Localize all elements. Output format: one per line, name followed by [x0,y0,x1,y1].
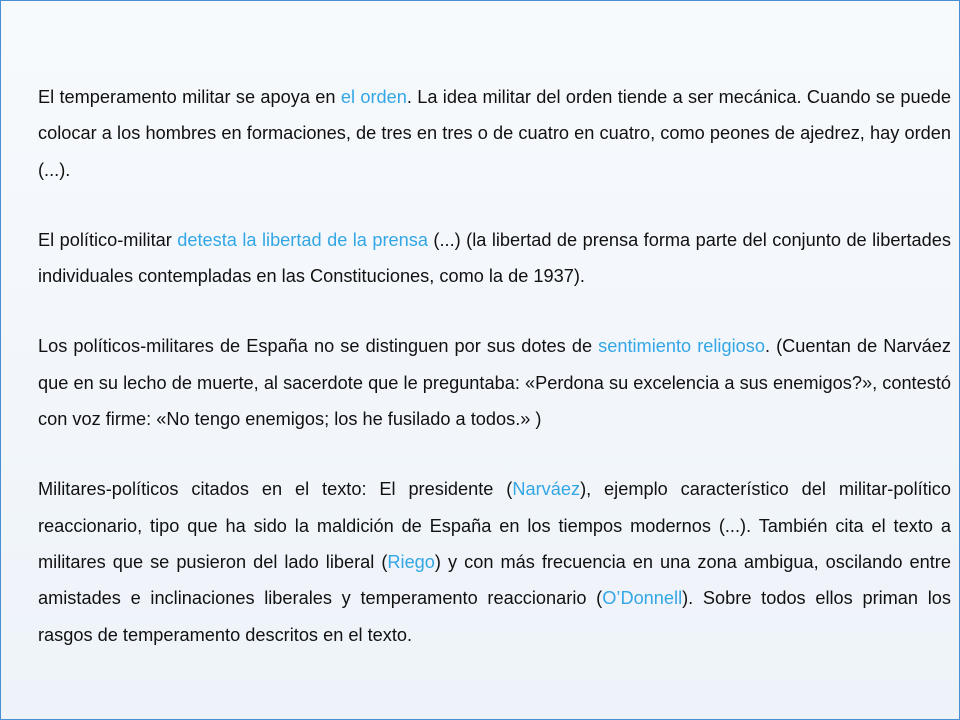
text-segment: (...) (la libertad de prensa forma parte del conjunto de libertades individuales contempladas en las Constituciones, como la de 1937). [38,229,951,287]
text-segment: ) y con más frecuencia en una zona ambigua, oscilando entre amistades e inclinaciones liberales y temperamento reaccionario ( [38,551,951,609]
text-segment: Los políticos-militares de España no se distinguen por sus dotes de [38,336,599,357]
paragraph-orden [38,79,951,188]
text-segment: ), ejemplo característico del militar-político reaccionario, tipo que ha sido la maldición de España en los tiempos modernos (...). También cita el texto a militares que se pusieron del lado liberal ( [38,479,951,572]
text-segment: Militares-políticos citados en el texto: El presidente ( [38,479,513,500]
text-segment: ). Sobre todos ellos priman los rasgos de temperamento descritos en el texto. [38,588,951,645]
highlight-el-orden: el orden [340,87,407,107]
text-segment: El temperamento militar se apoya en [38,87,341,107]
paragraph-libertad-prensa [38,222,951,295]
text-body [38,79,951,653]
highlight-libertad-prensa: detesta la libertad de la prensa [177,229,428,250]
highlight-odonnell: O’Donnell [602,588,683,609]
text-segment: . La idea militar del orden tiende a ser mecánica. Cuando se puede colocar a los hombres en formaciones, de tres en tres o de cuatro en cuatro, como peones de ajedrez, hay orden (...). [38,87,951,180]
highlight-sentimiento-religioso: sentimiento religioso [598,336,765,357]
paragraph-sentimiento-religioso [38,328,951,437]
highlight-riego: Riego [387,551,435,572]
highlight-narvaez: Narváez [512,479,581,500]
paragraph-militares-politicos [38,471,951,652]
text-segment: El político-militar [38,229,178,250]
text-segment: . (Cuentan de Narváez que en su lecho de muerte, al sacerdote que le preguntaba: «Perdona su excelencia a sus enemigos?», contestó con voz firme: «No tengo enemigos; los he fusilado a todos.» ) [38,336,951,430]
